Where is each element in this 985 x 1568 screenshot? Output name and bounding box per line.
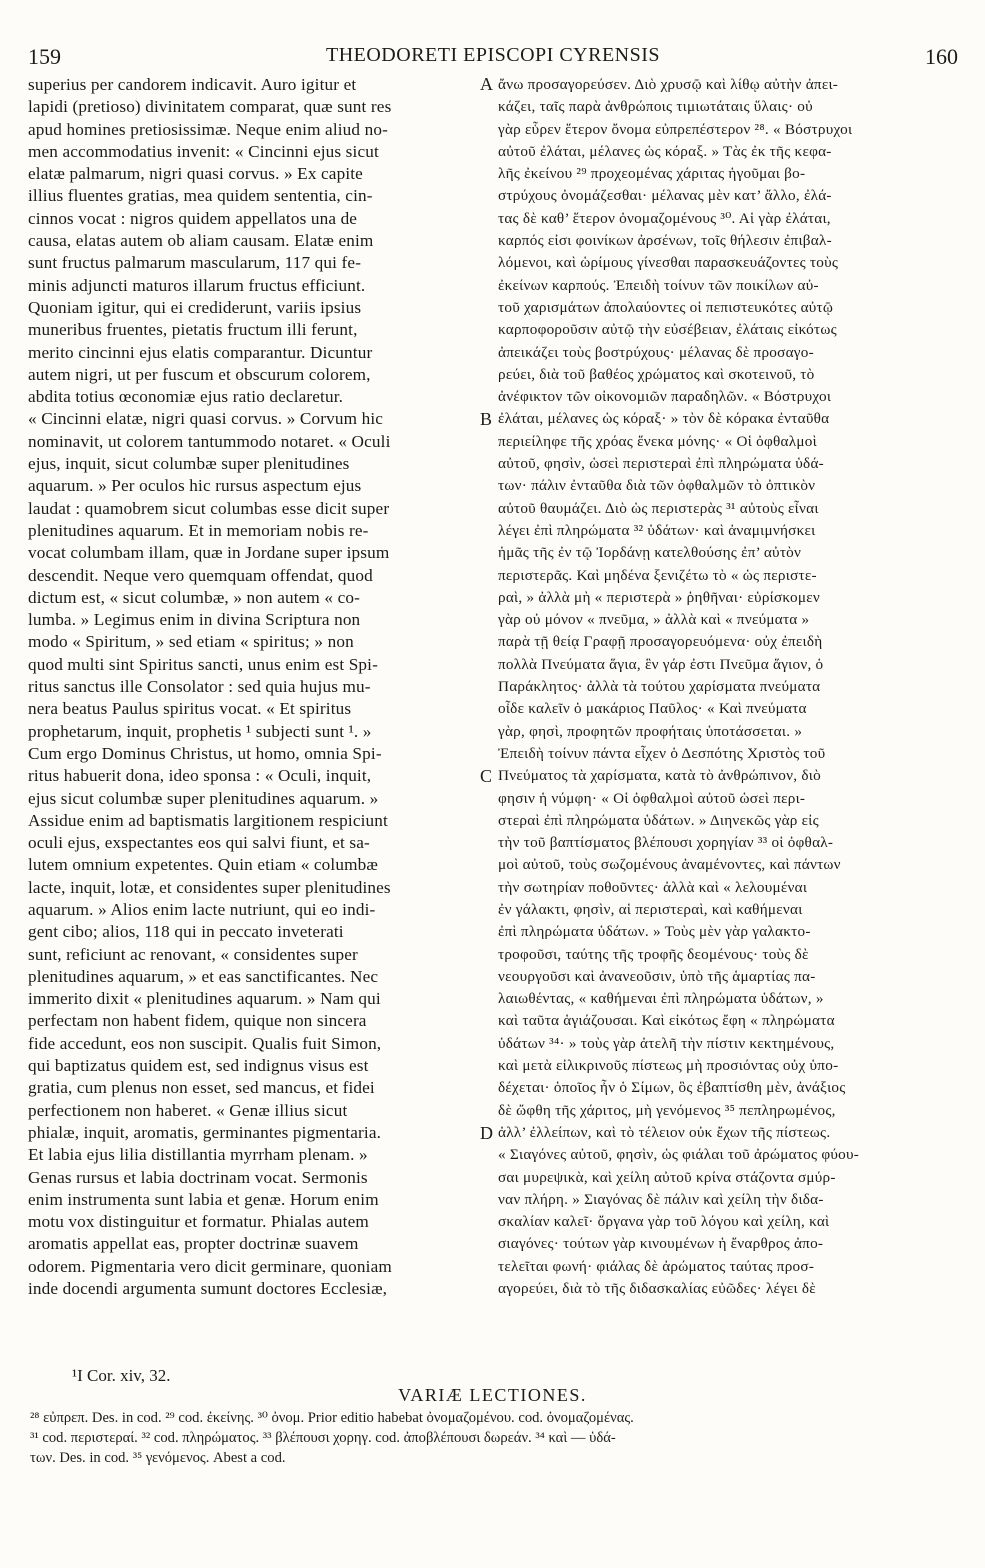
greek-text-line: ραὶ, » ἀλλὰ μὴ « περιστερὰ » ῥηθῆναι· εὑρίσκομεν — [498, 588, 820, 606]
greek-text-line: παρὰ τῇ θείᾳ Γραφῇ προσαγορευόμενα· οὐχ ἐπειδὴ — [498, 633, 823, 651]
greek-text-line: πολλὰ Πνεύματα ἅγια, ἓν γάρ ἐστι Πνεῦμα ἅγιον, ὁ — [498, 655, 824, 673]
greek-text-line: νεουργοῦσι καὶ ἀνανεοῦσιν, ὑπὸ τῆς ἁμαρτίας πα- — [498, 967, 816, 985]
latin-text-line: ritus habuerit dona, ideo sponsa : « Oculi, inquit, — [28, 766, 372, 786]
latin-text-line: lumba. » Legimus enim in divina Scriptura non — [28, 610, 361, 630]
running-title: THEODORETI EPISCOPI CYRENSIS — [325, 44, 661, 66]
column-marker-c: C — [480, 766, 493, 786]
greek-text-line: τοῦ χαρισμάτων ἀπολαύοντες οἱ πεπιστευκότες αὐτῷ — [498, 298, 834, 316]
greek-text-line: αὐτοῦ, φησὶν, ὡσεὶ περιστεραὶ ἐπὶ πληρώματα ὑδά- — [498, 455, 824, 473]
latin-text-line: perfectam non habent fidem, quique non sincera — [28, 1011, 367, 1031]
latin-text-line: dictum est, « sicut columbæ, » non autem « co- — [28, 587, 360, 607]
greek-text-line: οἶδε καλεῖν ὁ μακάριος Παῦλος· « Καὶ πνεύματα — [498, 700, 807, 718]
greek-text-line: αὐτοῦ θαυμάζει. Διὸ ὡς περιστερὰς ³¹ αὐτοὺς εἶναι — [498, 499, 819, 517]
greek-text-line: καὶ μετὰ εἰλικρινοῦς πίστεως μὴ προσιόντας οὐχ ὑπο- — [498, 1057, 839, 1075]
latin-text-line: modo « Spiritum, » sed etiam « spiritus; » non — [28, 632, 354, 652]
greek-text-line: αὐτοῦ ἐλάται, μέλανες ὡς κόραξ. » Τὰς ἐκ τῆς κεφα- — [498, 142, 832, 160]
greek-text-line: καρπός εἰσι φοινίκων ἀρσένων, τοῖς θήλεσιν ἐπιβαλ- — [498, 232, 832, 250]
latin-text-line: autem nigri, ut per fuscum et obscurum colorem, — [28, 364, 371, 384]
latin-text-line: lutem omnium expetentes. Quin etiam « columbæ — [28, 855, 378, 875]
greek-text-line: τὴν τοῦ βαπτίσματος βλέπουσι χορηγίαν ³³ οἱ ὀφθαλ- — [498, 834, 834, 852]
greek-text-line: στεραὶ ἐπὶ πληρώματα ὑδάτων. » Διηνεκῶς γὰρ εἰς — [498, 811, 819, 829]
greek-text-line: ἐκείνων καρπούς. Ἐπειδὴ τοίνυν τῶν ποικίλων αὐ- — [498, 276, 819, 294]
greek-text-line: ἐν γάλακτι, φησὶν, αἱ περιστεραὶ, καὶ καθήμεναι — [498, 900, 803, 918]
latin-text-line: Assidue enim ad baptismatis largitionem respiciunt — [28, 810, 388, 830]
greek-text-line: γὰρ εὗρεν ἕτερον ὄνομα εὐπρεπέστερον ²⁸. « Βόστρυχοι — [498, 120, 853, 138]
latin-text-line: Quoniam igitur, qui ei crediderunt, variis ipsius — [28, 297, 362, 317]
latin-text-line: gent cibo; alios, 118 qui in peccato inveterati — [28, 922, 344, 942]
latin-text-line: merito cincinni ejus elatis comparantur. Dicuntur — [28, 342, 373, 362]
greek-text-line: ἐπὶ πληρώματα ὑδάτων. » Τοὺς μὲν γὰρ γαλακτο- — [498, 923, 811, 941]
variae-lectiones-heading: VARIÆ LECTIONES. — [398, 1385, 587, 1405]
greek-text-line: ἀπεικάζει τοὺς βοστρύχους· μέλανας δὲ προσαγο- — [498, 343, 814, 361]
greek-text-line: περιείληφε τῆς χρόας ἕνεκα μόνης· « Οἱ ὀφθαλμοὶ — [498, 432, 817, 450]
greek-text-line: γὰρ, φησὶ, προφητῶν προφήταις ὑποτάσσεται. » — [498, 722, 803, 740]
latin-column — [28, 74, 478, 1300]
greek-text-line: Παράκλητος· ἀλλὰ τὰ τούτου χαρίσματα πνεύματα — [498, 678, 821, 696]
column-marker-b: B — [480, 409, 493, 429]
greek-text-line: ναν πλήρη. » Σιαγόνας δὲ πάλιν καὶ χείλη τὴν διδα- — [498, 1190, 824, 1208]
greek-text-line: τελεῖται φωνή· φιάλας δὲ ἀρώματος ταύτας προσ- — [498, 1257, 815, 1275]
latin-text-line: illius fluentes gratias, mea quidem sententia, cin- — [28, 186, 373, 206]
latin-text-line: ritus sanctus ille Consolator : sed quia hujus mu- — [28, 677, 371, 697]
variae-lectiones — [30, 1408, 960, 1468]
latin-text-line: immerito dixit « plenitudines aquarum. » Nam qui — [28, 989, 381, 1009]
latin-text-line: motu vox distinguitur et formatur. Phialas autem — [28, 1212, 369, 1232]
latin-text-line: men accommodatius invenit: « Cincinni ejus sicut — [28, 141, 379, 161]
page-number-left: 159 — [28, 44, 61, 69]
latin-text-line: aquarum. » Per oculos hic rursus aspectum ejus — [28, 476, 362, 496]
greek-text-line: δὲ ὤφθη τῆς χάριτος, μὴ γενόμενος ³⁵ πεπληρωμένος, — [498, 1101, 836, 1119]
latin-text-line: aquarum. » Alios enim lacte nutriunt, qui eo indi- — [28, 899, 376, 919]
latin-text-line: superius per candorem indicavit. Auro igitur et — [28, 75, 357, 94]
latin-text-line: apud homines pretiosissimæ. Neque enim aliud no- — [28, 119, 388, 139]
variae-lectiones-line: των. Des. in cod. ³⁵ γενόμενος. Abest a cod. — [30, 1450, 286, 1466]
greek-text-line: ὑδάτων ³⁴· » τοὺς γὰρ ἀτελῆ τὴν πίστιν κεκτημένους, — [498, 1034, 835, 1052]
latin-text-line: nera beatus Paulus spiritus vocat. « Et spiritus — [28, 699, 352, 719]
greek-text-line: τὴν σωτηρίαν ποθοῦντες· ἀλλὰ καὶ « λελουμέναι — [498, 878, 808, 896]
greek-text-line: περιστερᾶς. Καὶ μηδένα ξενιζέτω τὸ « ὡς περιστε- — [498, 566, 817, 584]
greek-text-line: φησιν ἡ νύμφη· « Οἱ ὀφθαλμοὶ αὐτοῦ ὡσεὶ περι- — [498, 789, 806, 807]
greek-text-line: γὰρ οὐ μόνον « πνεῦμα, » ἀλλὰ καὶ « πνεύματα » — [498, 611, 810, 629]
greek-text-line: ρεύει, διὰ τοῦ βαθέος χρώματος καὶ σκοτεινοῦ, τὸ — [498, 365, 815, 383]
greek-text-line: ἀνέφικτον τῶν οἰκονομιῶν παραδηλῶν. « Βόστρυχοι — [498, 388, 832, 406]
greek-text-line: τας δὲ καθ’ ἕτερον ὀνομαζομένους ³⁰. Αἱ γὰρ ἐλάται, — [498, 209, 831, 227]
greek-text-line: καὶ ταῦτα ἁγιάζουσαι. Καὶ εἰκότως ἔφη « πληρώματα — [498, 1012, 835, 1030]
latin-text-line: muneribus fruentes, pietatis fructum illi ferunt, — [28, 320, 358, 340]
greek-text-line: σιαγόνες· τούτων γὰρ κινουμένων ἡ ἔναρθρος ἀπο- — [498, 1235, 824, 1253]
latin-text-line: qui baptizatus quidem est, sed indignus visus est — [28, 1056, 369, 1076]
greek-text-line: ἄνω προσαγορεύσεν. Διὸ χρυσῷ καὶ λίθῳ αὐτὴν ἀπει- — [498, 76, 839, 93]
latin-text-line: gratia, cum plenus non esset, sed mancus, et fidei — [28, 1078, 375, 1098]
latin-text-line: ejus sicut columbæ super plenitudines aquarum. » — [28, 788, 379, 808]
latin-text-line: plenitudines aquarum. Et in memoriam nobis re- — [28, 520, 369, 540]
greek-text-line: « Σιαγόνες αὐτοῦ, φησὶν, ὡς φιάλαι τοῦ ἀρώματος φύου- — [498, 1146, 860, 1164]
latin-text-line: Cum ergo Dominus Christus, ut homo, omnia Spi- — [28, 743, 382, 763]
latin-text-line: minis adjuncti maturos illarum fructus efficiunt. — [28, 275, 366, 295]
latin-text-line: sunt, reficiunt ac renovant, « considentes super — [28, 944, 358, 964]
greek-text-line: σκαλίαν καλεῖ· ὄργανα γὰρ τοῦ λόγου καὶ χείλη, καὶ — [498, 1213, 830, 1231]
latin-text-line: phialæ, inquit, aromatis, germinantes pigmentaria. — [28, 1122, 382, 1142]
latin-text-line: descendit. Neque vero quemquam offendat, quod — [28, 565, 373, 585]
greek-text-line: ἡμᾶς τῆς ἐν τῷ Ἰορδάνῃ κατελθούσης ἐπ’ αὐτὸν — [498, 544, 802, 562]
latin-text-line: fide accedunt, eos non suscipit. Qualis fuit Simon, — [28, 1033, 382, 1053]
greek-text-line: Ἐπειδὴ τοίνυν πάντα εἶχεν ὁ Δεσπότης Χριστὸς τοῦ — [498, 744, 826, 762]
latin-text-line: abdita totius œconomiæ ejus ratio declaretur. — [28, 387, 344, 407]
latin-text-line: Genas rursus et labia doctrinam vocat. Sermonis — [28, 1167, 368, 1187]
column-marker-a: A — [480, 74, 493, 94]
latin-text-line: causa, elatas autem ob aliam causam. Elatæ enim — [28, 231, 374, 251]
greek-text-line: τροφοῦσι, ταύτης τῆς τροφῆς δεομένους· τοὺς δὲ — [498, 945, 809, 963]
greek-text-line: λέγει ἐπὶ πληρώματα ³² ὑδάτων· καὶ ἀναμιμνήσκει — [498, 521, 816, 539]
greek-text-line: κάζει, ταῖς παρὰ ἀνθρώποις τιμιωτάταις ὕλαις· οὐ — [498, 98, 813, 116]
greek-column — [498, 74, 960, 1300]
greek-text-line: σαι μυρεψικὰ, καὶ χείλη αὐτοῦ κρίνα στάζοντα σμύρ- — [498, 1168, 836, 1186]
column-marker-d: D — [480, 1123, 493, 1143]
greek-text-line: αγορεύει, διὰ τὸ τῆς διδασκαλίας εὐῶδες· λέγει δὲ — [498, 1280, 816, 1298]
greek-text-line: των· πάλιν ἐνταῦθα διὰ τῶν ὀφθαλμῶν τὸ ὀπτικὸν — [498, 477, 816, 495]
latin-text-line: lapidi (pretioso) divinitatem comparat, quæ sunt res — [28, 97, 392, 117]
latin-text-line: perfectionem non haberet. « Genæ illius sicut — [28, 1100, 348, 1120]
latin-text-line: « Cincinni elatæ, nigri quasi corvus. » Corvum hic — [28, 409, 384, 429]
latin-text-line: enim instrumenta sunt labia et genæ. Horum enim — [28, 1189, 379, 1209]
greek-text-line: καρποφοροῦσιν αὐτῷ τὴν εὐσέβειαν, ἐλάταις εἰκότως — [498, 321, 837, 339]
variae-lectiones-line: ²⁸ εὐπρεπ. Des. in cod. ²⁹ cod. ἐκείνης. ³⁰ ὀνομ. Prior editio habebat ὀνομαζομένου. cod. ὀνομαζομένας. — [30, 1410, 634, 1426]
latin-text-line: odorem. Pigmentaria vero dicit germinare, quoniam — [28, 1256, 392, 1276]
latin-text-line: oculi ejus, exspectantes eos qui salvi fiunt, et sa- — [28, 833, 370, 853]
variae-lectiones-line: ³¹ cod. περιστεραί. ³² cod. πληρώματος. ³³ βλέπουσι χορηγ. cod. ἀποβλέπουσι δωρεάν. ³⁴ καὶ — ὑδά- — [30, 1430, 616, 1446]
latin-text-line: laudat : quamobrem sicut columbas esse dicit super — [28, 498, 390, 518]
latin-text-line: nominavit, ut colorem tantummodo notaret. « Oculi — [28, 431, 391, 451]
greek-text-line: Πνεύματος τὰ χαρίσματα, κατὰ τὸ ἀνθρώπινον, διὸ — [498, 767, 821, 785]
latin-text-line: sunt fructus palmarum mascularum, 117 qui fe- — [28, 253, 362, 273]
latin-text-line: aromatis appellat eas, propter doctrinæ suavem — [28, 1234, 359, 1254]
greek-text-line: στρύχους ὀνομάζεσθαι· μέλανας μὲν κατ’ ἄλλο, ἐλά- — [498, 187, 832, 205]
latin-text-line: lacte, inquit, lotæ, et considentes super plenitudines — [28, 877, 391, 897]
greek-text-line: ἐλάται, μέλανες ὡς κόραξ· » τὸν δὲ κόρακα ἐνταῦθα — [498, 410, 830, 428]
greek-text-line: λόμενοι, καὶ ὡρίμους γίνεσθαι παρασκευάζοντες τοὺς — [498, 254, 839, 272]
latin-text-line: inde docendi argumenta sumunt doctores Ecclesiæ, — [28, 1279, 388, 1299]
page-header — [28, 44, 958, 72]
greek-text-line: μοὶ αὐτοῦ, τοὺς σωζομένους ἀναμένοντες, καὶ πάντων — [498, 856, 841, 874]
latin-text-line: cinnos vocat : nigros quidem appellatos una de — [28, 208, 358, 228]
latin-text-line: prophetarum, inquit, prophetis ¹ subjecti sunt ¹. » — [28, 721, 372, 741]
latin-text-line: Et labia ejus lilia distillantia myrrham plenam. » — [28, 1145, 368, 1165]
greek-text-line: ἀλλ’ ἐλλείπων, καὶ τὸ τέλειον οὐκ ἔχων τῆς πίστεως. — [498, 1123, 831, 1141]
latin-text-line: elatæ palmarum, nigri quasi corvus. » Ex capite — [28, 164, 363, 184]
latin-text-line: plenitudines aquarum, » et eas sanctificantes. Nec — [28, 966, 379, 986]
greek-text-line: λαιωθέντας, « καθήμεναι ἐπὶ πληρώματα ὑδάτων, » — [498, 990, 824, 1008]
greek-text-line: δέχεται· ὁποῖος ἦν ὁ Σίμων, ὃς ἐβαπτίσθη μὲν, ἀνάξιος — [498, 1079, 846, 1097]
page-number-right: 160 — [925, 44, 958, 69]
latin-text-line: vocat columbam illam, quæ in Jordane super ipsum — [28, 543, 390, 563]
latin-text-line: ejus, inquit, sicut columbæ super plenitudines — [28, 454, 350, 474]
greek-text-line: λῆς ἐκείνου ²⁹ προχεομένας χάριτας ἡγοῦμαι βο- — [498, 165, 806, 183]
latin-text-line: quod multi sint Spiritus sancti, unus enim est Spi- — [28, 654, 378, 674]
footnote: ¹I Cor. xiv, 32. — [72, 1366, 171, 1385]
